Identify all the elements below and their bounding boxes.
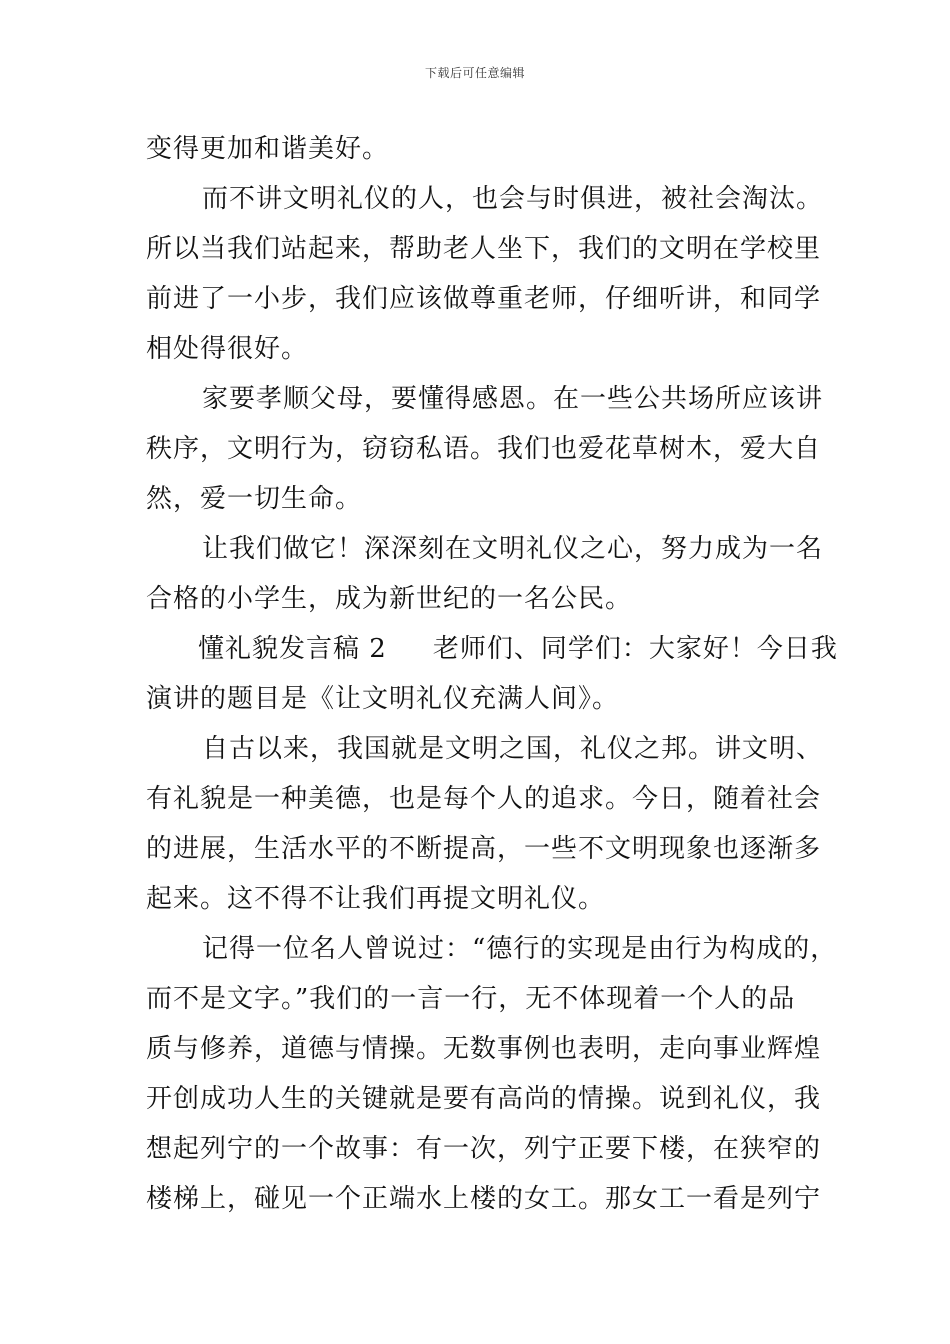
text-line: 相处得很好。 [146, 334, 309, 364]
text-line: 质与修养，道德与情操。无数事例也表明，走向事业辉煌 [146, 1034, 822, 1064]
paragraph-start-line: 家要孝顺父母，要懂得感恩。在一些公共场所应该讲 [202, 384, 824, 414]
text-line: 前进了一小步，我们应该做尊重老师，仔细听讲，和同学 [146, 284, 822, 314]
section-title: 懂礼貌发言稿 2 [198, 634, 387, 664]
paragraph-start-line: 记得一位名人曾说过：“德行的实现是由行为构成的， [202, 934, 838, 964]
text-line: 而不是文字。”我们的一言一行，无不体现着一个人的品 [146, 984, 796, 1014]
text-line: 开创成功人生的关键就是要有高尚的情操。说到礼仪，我 [146, 1084, 822, 1114]
section-title-line [146, 624, 838, 674]
text-line: 变得更加和谐美好。 [146, 134, 390, 164]
text-line: 所以当我们站起来，帮助老人坐下，我们的文明在学校里 [146, 234, 822, 264]
text-line: 合格的小学生，成为新世纪的一名公民。 [146, 584, 633, 614]
text-line: 秩序，文明行为，窃窃私语。我们也爱花草树木，爱大自 [146, 434, 822, 464]
text-line: 然，爱一切生命。 [146, 484, 363, 514]
paragraph-start-line: 而不讲文明礼仪的人，也会与时俱进，被社会淘汰。 [202, 184, 824, 214]
text-line: 起来。这不得不让我们再提文明礼仪。 [146, 884, 606, 914]
page-header: 下载后可任意编辑 [424, 66, 525, 80]
text-line: 的进展，生活水平的不断提高，一些不文明现象也逐渐多 [146, 834, 822, 864]
text-line: 演讲的题目是《让文明礼仪充满人间》。 [146, 684, 620, 714]
text-line: 楼梯上，碰见一个正端水上楼的女工。那女工一看是列宁 [146, 1184, 822, 1214]
section-intro: 老师们、同学们：大家好！今日我 [432, 634, 838, 664]
paragraph-start-line: 自古以来，我国就是文明之国，礼仪之邦。讲文明、 [202, 734, 824, 764]
document-body [146, 124, 838, 1224]
paragraph-start-line: 让我们做它！深深刻在文明礼仪之心，努力成为一名 [202, 534, 824, 564]
text-line: 有礼貌是一种美德，也是每个人的追求。今日，随着社会 [146, 784, 822, 814]
text-line: 想起列宁的一个故事：有一次，列宁正要下楼，在狭窄的 [146, 1134, 822, 1164]
